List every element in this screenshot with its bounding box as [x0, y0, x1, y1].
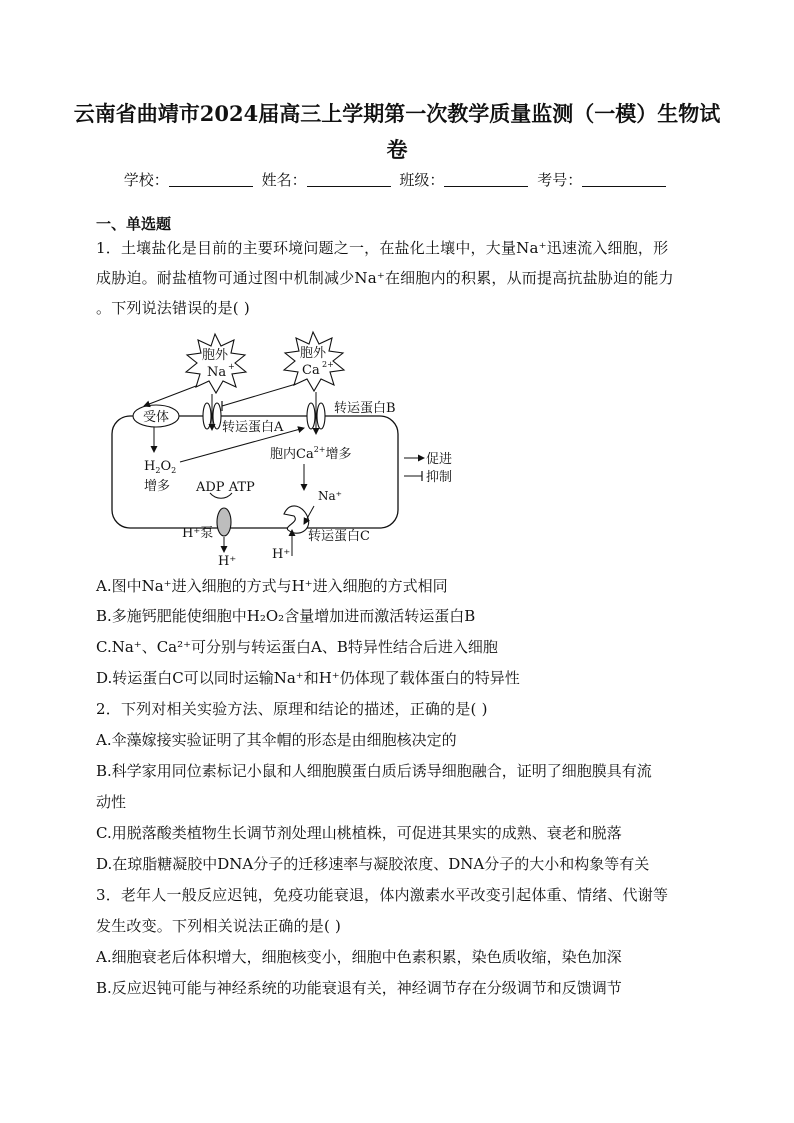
student-info-row [0, 168, 794, 192]
h-pump-shape [217, 508, 231, 536]
receptor-label: 受体 [143, 410, 170, 425]
exam-title-line1: 云南省曲靖市2024届高三上学期第一次教学质量监测（一模）生物试 [73, 101, 721, 126]
class-blank[interactable] [444, 172, 528, 187]
protein-a-left [203, 403, 211, 429]
legend-inhibit: 抑制 [426, 470, 453, 485]
q1-stem-line1: 1．土壤盐化是目前的主要环境问题之一，在盐化土壤中，大量Na⁺迅速流入细胞，形 [96, 239, 669, 257]
inner-ca-label: 胞内$Ca^{2+}$增多 [270, 445, 352, 462]
protein-c-label: 转运蛋白C [308, 529, 370, 544]
burst2-label: 胞外 [300, 346, 327, 361]
section-heading: 一、单选题 [96, 215, 172, 233]
protein-b-right [317, 403, 325, 429]
class-label: 班级： [399, 171, 445, 189]
q1-option-d[interactable]: D.转运蛋白C可以同时运输Na⁺和H⁺仍体现了载体蛋白的特异性 [96, 669, 520, 687]
q1-stem-line2: 成胁迫。耐盐植物可通过图中机制减少Na⁺在细胞内的积累，从而提高抗盐胁迫的能力 [96, 269, 674, 287]
ca-inhibit-line [222, 384, 296, 406]
q3-option-b[interactable]: B.反应迟钝可能与神经系统的功能衰退有关，神经调节存在分级调节和反馈调节 [96, 979, 622, 997]
burst2-sup: 2+ [322, 360, 334, 369]
school-label: 学校： [123, 171, 169, 189]
protein-b-label: 转运蛋白B [334, 401, 396, 416]
name-blank[interactable] [307, 172, 391, 187]
q1-stem-line3: 。下列说法错误的是( ) [96, 299, 250, 317]
burst1-ion: Na [207, 365, 227, 380]
q2-option-b-line2[interactable]: 动性 [96, 793, 127, 811]
q2-option-a[interactable]: A.伞藻嫁接实验证明了其伞帽的形态是由细胞核决定的 [96, 731, 457, 749]
extracellular-na-burst [186, 334, 246, 393]
protein-a-right [213, 403, 221, 429]
burst2-ion: Ca [302, 363, 320, 378]
number-blank[interactable] [582, 172, 666, 187]
protein-c-ion: H⁺ [272, 547, 291, 562]
extracellular-ca-burst [284, 332, 344, 391]
q2-option-b-line1[interactable]: B.科学家用同位素标记小鼠和人细胞膜蛋白质后诱导细胞融合，证明了细胞膜具有流 [96, 762, 652, 780]
h2o2-label: $H_2O_2$ [144, 459, 177, 475]
adp-atp-label: ADP ATP [196, 480, 255, 495]
q3-stem-line1: 3．老年人一般反应迟钝，免疫功能衰退，体内激素水平改变引起体重、情绪、代谢等 [96, 886, 669, 904]
na-to-receptor-arrow [144, 386, 196, 406]
q1-option-c[interactable]: C.Na⁺、Ca²⁺可分别与转运蛋白A、B特异性结合后进入细胞 [96, 638, 498, 656]
na-efflux-label: Na⁺ [318, 489, 342, 503]
burst1-sup: + [228, 362, 235, 371]
h-pump-label: H⁺泵 [182, 526, 214, 541]
protein-a-label: 转运蛋白A [222, 420, 284, 435]
q2-option-d[interactable]: D.在琼脂糖凝胶中DNA分子的迁移速率与凝胶浓度、DNA分子的大小和构象等有关 [96, 855, 650, 873]
q2-option-c[interactable]: C.用脱落酸类植物生长调节剂处理山桃植株，可促进其果实的成熟、衰老和脱落 [96, 824, 622, 842]
h-pump-ion: H⁺ [218, 554, 237, 569]
membrane-transport-diagram [108, 330, 468, 570]
legend-promote: 促进 [426, 452, 453, 467]
q3-option-a[interactable]: A.细胞衰老后体积增大，细胞核变小，细胞中色素积累，染色质收缩，染色加深 [96, 948, 622, 966]
h2o2-increase: 增多 [144, 479, 171, 494]
number-label: 考号： [537, 171, 583, 189]
q1-option-b[interactable]: B.多施钙肥能使细胞中H₂O₂含量增加进而激活转运蛋白B [96, 607, 476, 625]
q1-option-a[interactable]: A.图中Na⁺进入细胞的方式与H⁺进入细胞的方式相同 [96, 577, 448, 595]
protein-b-left [307, 403, 315, 429]
name-label: 姓名： [261, 171, 307, 189]
q2-stem: 2．下列对相关实验方法、原理和结论的描述，正确的是( ) [96, 700, 488, 718]
protein-c-shape [284, 506, 309, 533]
school-blank[interactable] [169, 172, 253, 187]
burst1-label: 胞外 [202, 348, 229, 363]
q3-stem-line2: 发生改变。下列相关说法正确的是( ) [96, 917, 342, 935]
exam-title-line2: 卷 [386, 137, 408, 162]
